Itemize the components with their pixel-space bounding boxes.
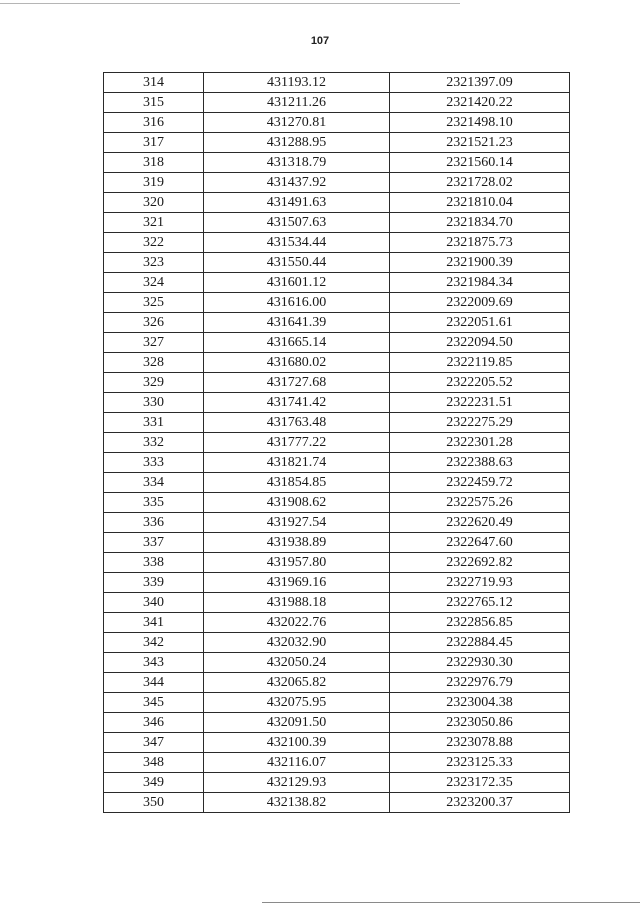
table-row xyxy=(104,393,570,413)
point-number-cell: 323 xyxy=(104,253,204,273)
y-coordinate-cell: 2321875.73 xyxy=(390,233,570,253)
y-coordinate-cell: 2321521.23 xyxy=(390,133,570,153)
point-number-cell: 350 xyxy=(104,793,204,813)
x-coordinate-cell: 431741.42 xyxy=(204,393,390,413)
y-coordinate-cell: 2323050.86 xyxy=(390,713,570,733)
point-number-cell: 341 xyxy=(104,613,204,633)
y-coordinate-cell: 2322620.49 xyxy=(390,513,570,533)
y-coordinate-cell: 2321420.22 xyxy=(390,93,570,113)
scan-edge-line-bottom xyxy=(262,902,640,903)
table-row xyxy=(104,633,570,653)
point-number-cell: 314 xyxy=(104,73,204,93)
point-number-cell: 326 xyxy=(104,313,204,333)
point-number-cell: 345 xyxy=(104,693,204,713)
table-row xyxy=(104,153,570,173)
point-number-cell: 319 xyxy=(104,173,204,193)
x-coordinate-cell: 432100.39 xyxy=(204,733,390,753)
coordinate-table xyxy=(103,72,570,813)
point-number-cell: 347 xyxy=(104,733,204,753)
point-number-cell: 327 xyxy=(104,333,204,353)
y-coordinate-cell: 2321834.70 xyxy=(390,213,570,233)
x-coordinate-cell: 432075.95 xyxy=(204,693,390,713)
x-coordinate-cell: 432032.90 xyxy=(204,633,390,653)
x-coordinate-cell: 431550.44 xyxy=(204,253,390,273)
y-coordinate-cell: 2322459.72 xyxy=(390,473,570,493)
point-number-cell: 325 xyxy=(104,293,204,313)
y-coordinate-cell: 2322388.63 xyxy=(390,453,570,473)
x-coordinate-cell: 431763.48 xyxy=(204,413,390,433)
point-number-cell: 328 xyxy=(104,353,204,373)
point-number-cell: 316 xyxy=(104,113,204,133)
point-number-cell: 335 xyxy=(104,493,204,513)
y-coordinate-cell: 2322051.61 xyxy=(390,313,570,333)
point-number-cell: 339 xyxy=(104,573,204,593)
table-row xyxy=(104,173,570,193)
x-coordinate-cell: 431641.39 xyxy=(204,313,390,333)
x-coordinate-cell: 431727.68 xyxy=(204,373,390,393)
x-coordinate-cell: 432022.76 xyxy=(204,613,390,633)
x-coordinate-cell: 431927.54 xyxy=(204,513,390,533)
y-coordinate-cell: 2322205.52 xyxy=(390,373,570,393)
y-coordinate-cell: 2322765.12 xyxy=(390,593,570,613)
point-number-cell: 343 xyxy=(104,653,204,673)
x-coordinate-cell: 431908.62 xyxy=(204,493,390,513)
point-number-cell: 329 xyxy=(104,373,204,393)
table-row xyxy=(104,593,570,613)
table-row xyxy=(104,413,570,433)
table-row xyxy=(104,773,570,793)
x-coordinate-cell: 431491.63 xyxy=(204,193,390,213)
x-coordinate-cell: 431437.92 xyxy=(204,173,390,193)
table-row xyxy=(104,73,570,93)
x-coordinate-cell: 432129.93 xyxy=(204,773,390,793)
y-coordinate-cell: 2322275.29 xyxy=(390,413,570,433)
page-number: 107 xyxy=(310,35,330,47)
table-row xyxy=(104,653,570,673)
x-coordinate-cell: 431938.89 xyxy=(204,533,390,553)
x-coordinate-cell: 431601.12 xyxy=(204,273,390,293)
x-coordinate-cell: 431534.44 xyxy=(204,233,390,253)
table-row xyxy=(104,353,570,373)
y-coordinate-cell: 2323200.37 xyxy=(390,793,570,813)
table-row xyxy=(104,293,570,313)
point-number-cell: 336 xyxy=(104,513,204,533)
y-coordinate-cell: 2322647.60 xyxy=(390,533,570,553)
point-number-cell: 344 xyxy=(104,673,204,693)
y-coordinate-cell: 2321728.02 xyxy=(390,173,570,193)
x-coordinate-cell: 432091.50 xyxy=(204,713,390,733)
table-row xyxy=(104,793,570,813)
point-number-cell: 320 xyxy=(104,193,204,213)
table-row xyxy=(104,733,570,753)
table-row xyxy=(104,133,570,153)
x-coordinate-cell: 431193.12 xyxy=(204,73,390,93)
table-row xyxy=(104,213,570,233)
y-coordinate-cell: 2321984.34 xyxy=(390,273,570,293)
y-coordinate-cell: 2322856.85 xyxy=(390,613,570,633)
y-coordinate-cell: 2322575.26 xyxy=(390,493,570,513)
table-row xyxy=(104,533,570,553)
point-number-cell: 332 xyxy=(104,433,204,453)
y-coordinate-cell: 2322692.82 xyxy=(390,553,570,573)
x-coordinate-cell: 431969.16 xyxy=(204,573,390,593)
point-number-cell: 333 xyxy=(104,453,204,473)
y-coordinate-cell: 2321900.39 xyxy=(390,253,570,273)
x-coordinate-cell: 431821.74 xyxy=(204,453,390,473)
table-row xyxy=(104,113,570,133)
coordinate-table-body xyxy=(104,73,570,813)
point-number-cell: 317 xyxy=(104,133,204,153)
point-number-cell: 346 xyxy=(104,713,204,733)
x-coordinate-cell: 431957.80 xyxy=(204,553,390,573)
x-coordinate-cell: 431988.18 xyxy=(204,593,390,613)
point-number-cell: 315 xyxy=(104,93,204,113)
point-number-cell: 337 xyxy=(104,533,204,553)
x-coordinate-cell: 431777.22 xyxy=(204,433,390,453)
x-coordinate-cell: 431616.00 xyxy=(204,293,390,313)
x-coordinate-cell: 431665.14 xyxy=(204,333,390,353)
x-coordinate-cell: 431270.81 xyxy=(204,113,390,133)
x-coordinate-cell: 431211.26 xyxy=(204,93,390,113)
point-number-cell: 321 xyxy=(104,213,204,233)
table-row xyxy=(104,573,570,593)
y-coordinate-cell: 2322094.50 xyxy=(390,333,570,353)
y-coordinate-cell: 2321810.04 xyxy=(390,193,570,213)
point-number-cell: 322 xyxy=(104,233,204,253)
x-coordinate-cell: 432065.82 xyxy=(204,673,390,693)
y-coordinate-cell: 2322231.51 xyxy=(390,393,570,413)
y-coordinate-cell: 2322719.93 xyxy=(390,573,570,593)
scan-edge-line-top xyxy=(0,3,460,4)
y-coordinate-cell: 2321498.10 xyxy=(390,113,570,133)
y-coordinate-cell: 2321560.14 xyxy=(390,153,570,173)
point-number-cell: 340 xyxy=(104,593,204,613)
y-coordinate-cell: 2323004.38 xyxy=(390,693,570,713)
point-number-cell: 330 xyxy=(104,393,204,413)
point-number-cell: 318 xyxy=(104,153,204,173)
table-row xyxy=(104,713,570,733)
x-coordinate-cell: 431288.95 xyxy=(204,133,390,153)
y-coordinate-cell: 2322884.45 xyxy=(390,633,570,653)
y-coordinate-cell: 2322930.30 xyxy=(390,653,570,673)
point-number-cell: 348 xyxy=(104,753,204,773)
x-coordinate-cell: 432116.07 xyxy=(204,753,390,773)
table-row xyxy=(104,673,570,693)
x-coordinate-cell: 431507.63 xyxy=(204,213,390,233)
point-number-cell: 338 xyxy=(104,553,204,573)
x-coordinate-cell: 431854.85 xyxy=(204,473,390,493)
y-coordinate-cell: 2322976.79 xyxy=(390,673,570,693)
y-coordinate-cell: 2323078.88 xyxy=(390,733,570,753)
x-coordinate-cell: 431318.79 xyxy=(204,153,390,173)
table-row xyxy=(104,253,570,273)
point-number-cell: 324 xyxy=(104,273,204,293)
table-row xyxy=(104,93,570,113)
point-number-cell: 334 xyxy=(104,473,204,493)
table-row xyxy=(104,193,570,213)
y-coordinate-cell: 2322301.28 xyxy=(390,433,570,453)
y-coordinate-cell: 2323125.33 xyxy=(390,753,570,773)
y-coordinate-cell: 2321397.09 xyxy=(390,73,570,93)
table-row xyxy=(104,693,570,713)
table-row xyxy=(104,453,570,473)
table-row xyxy=(104,273,570,293)
x-coordinate-cell: 431680.02 xyxy=(204,353,390,373)
table-row xyxy=(104,493,570,513)
table-row xyxy=(104,613,570,633)
point-number-cell: 349 xyxy=(104,773,204,793)
table-row xyxy=(104,473,570,493)
x-coordinate-cell: 432050.24 xyxy=(204,653,390,673)
table-row xyxy=(104,233,570,253)
x-coordinate-cell: 432138.82 xyxy=(204,793,390,813)
y-coordinate-cell: 2322119.85 xyxy=(390,353,570,373)
table-row xyxy=(104,333,570,353)
table-row xyxy=(104,433,570,453)
point-number-cell: 331 xyxy=(104,413,204,433)
point-number-cell: 342 xyxy=(104,633,204,653)
y-coordinate-cell: 2323172.35 xyxy=(390,773,570,793)
table-row xyxy=(104,553,570,573)
table-row xyxy=(104,313,570,333)
table-row xyxy=(104,513,570,533)
table-row xyxy=(104,753,570,773)
y-coordinate-cell: 2322009.69 xyxy=(390,293,570,313)
table-row xyxy=(104,373,570,393)
